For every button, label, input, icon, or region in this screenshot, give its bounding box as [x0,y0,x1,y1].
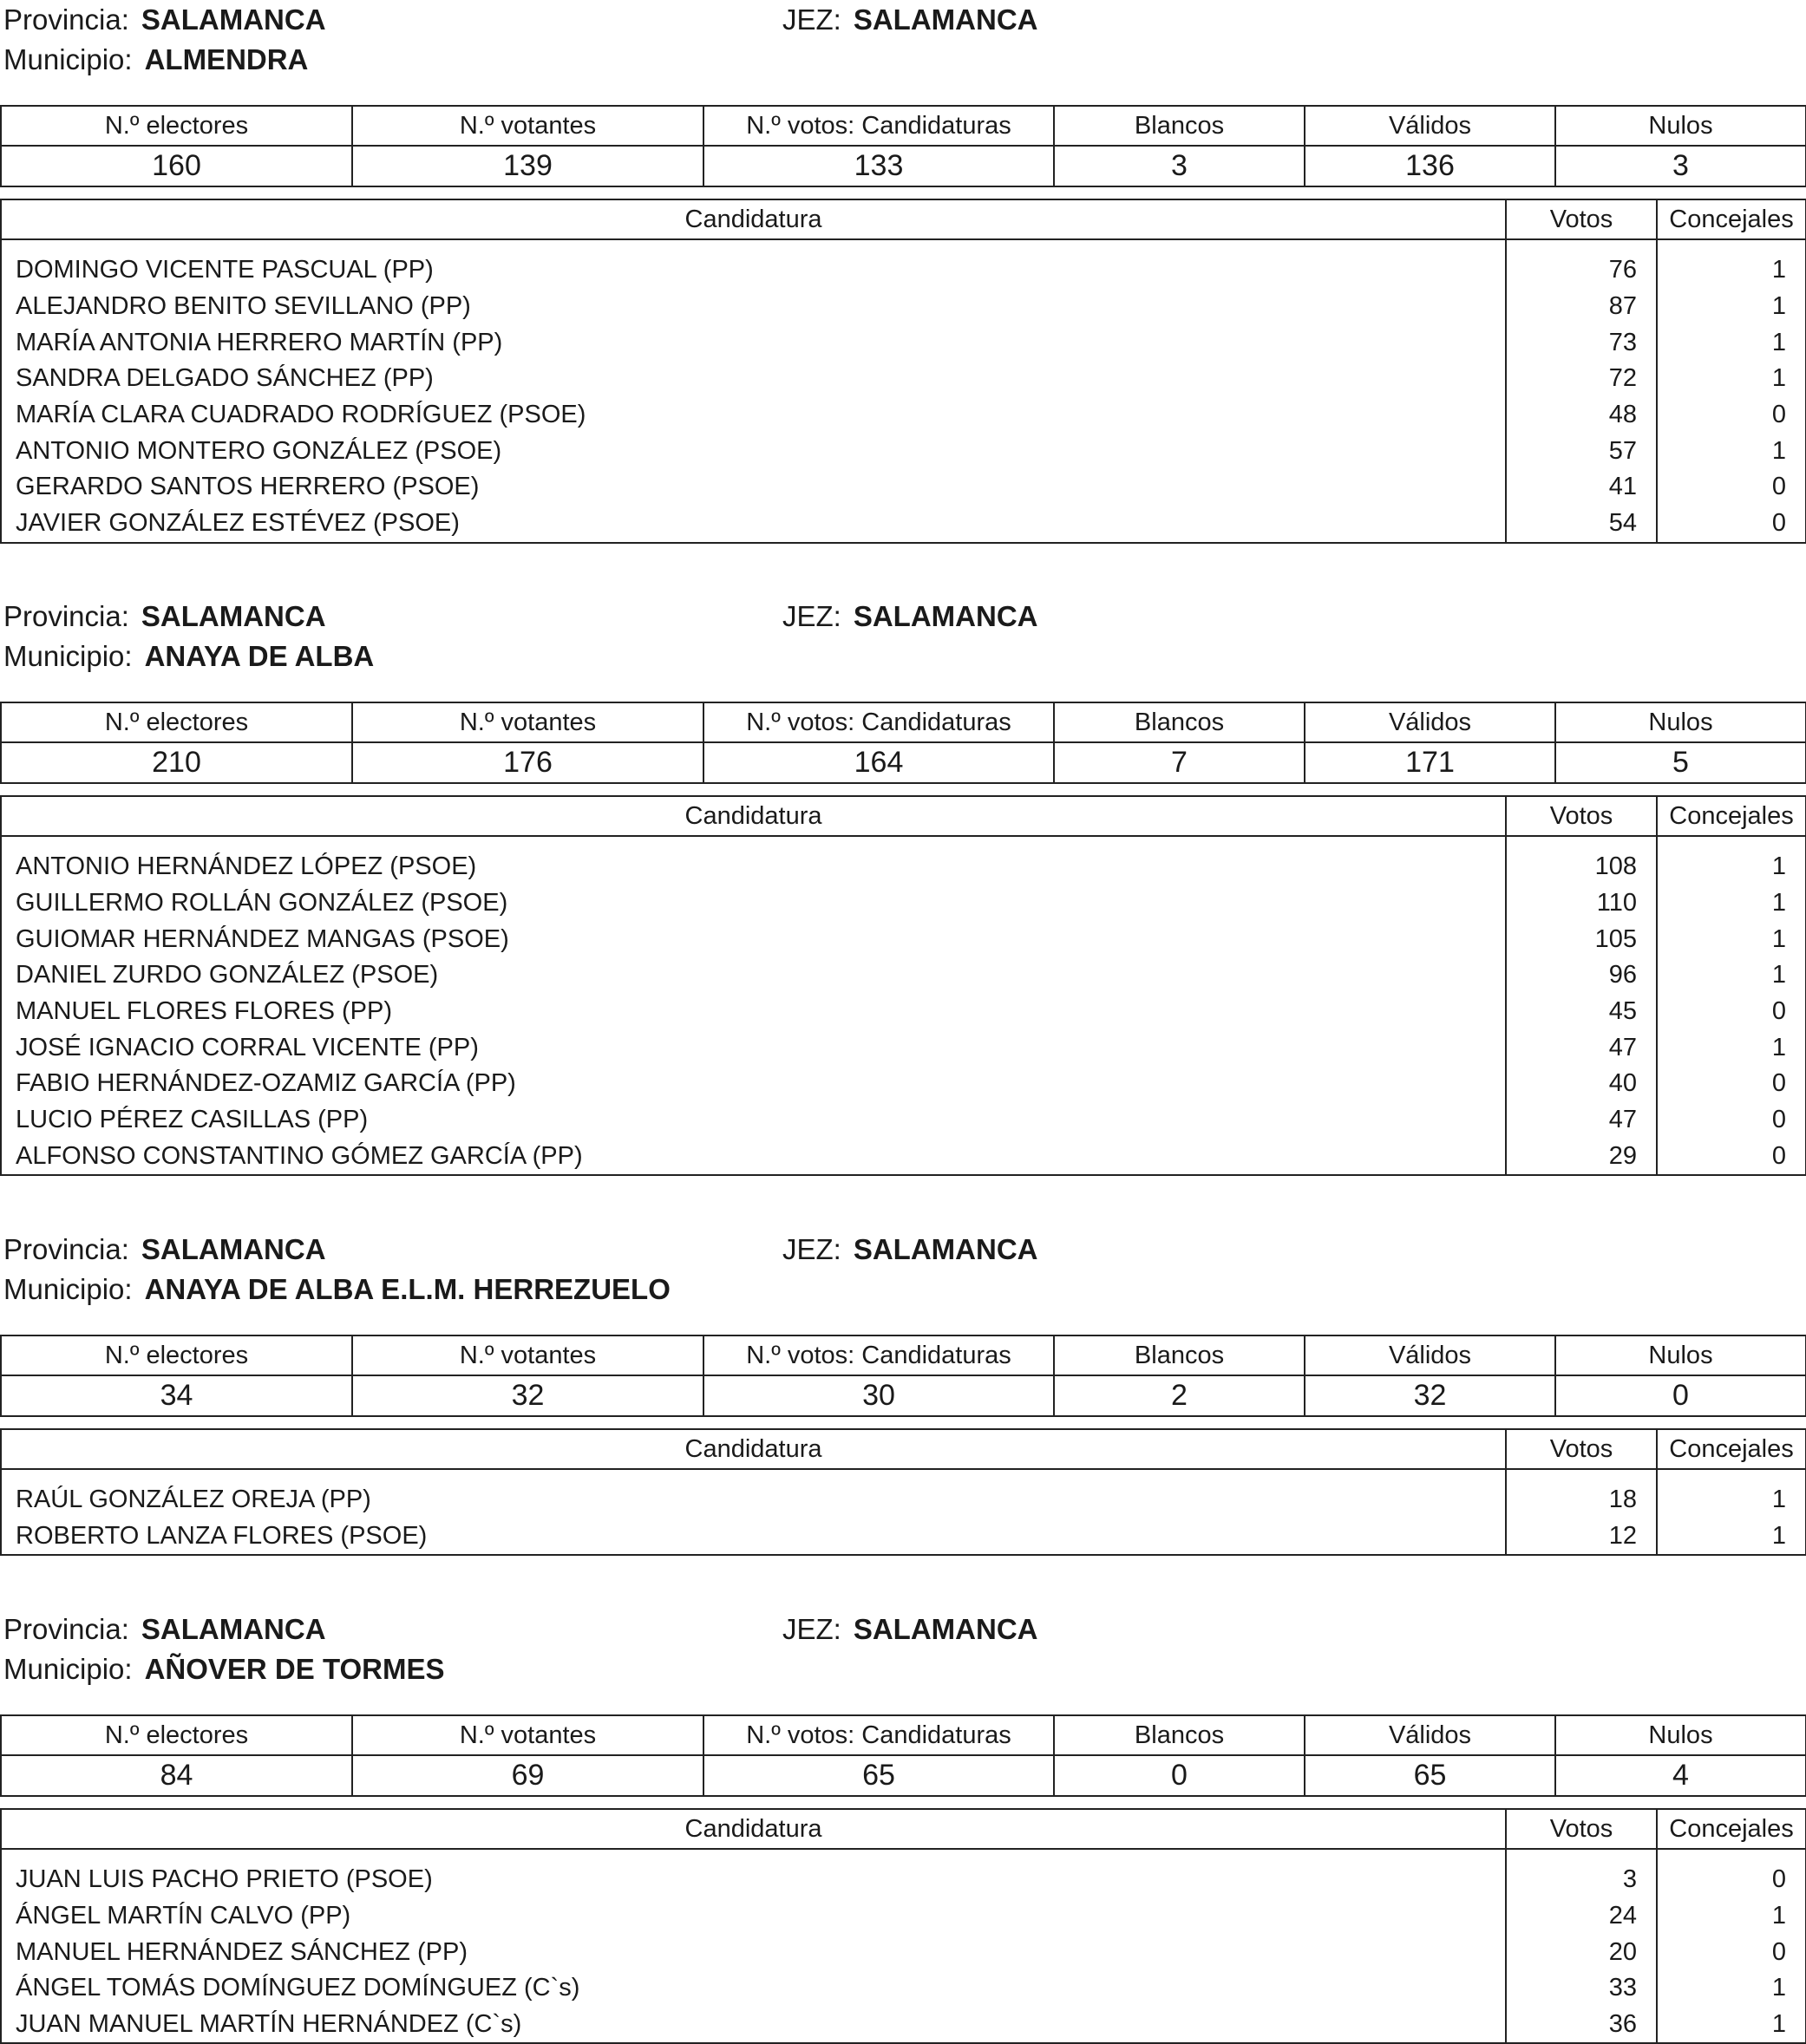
candidate-votos: 72 [1506,361,1657,397]
votos-header: Votos [1506,199,1657,239]
candidates-table [0,1808,1806,2044]
candidate-row [1,1102,1806,1139]
candidate-name: JUAN LUIS PACHO PRIETO (PSOE) [1,1862,1506,1898]
candidatura-header: Candidatura [1,1809,1506,1849]
candidates-table [0,199,1806,544]
municipio-value: ANAYA DE ALBA [144,640,375,672]
votos-candidaturas-header: N.º votos: Candidaturas [703,1335,1054,1375]
candidate-name: ALEJANDRO BENITO SEVILLANO (PP) [1,289,1506,325]
candidate-concejales: 0 [1657,1862,1806,1898]
candidate-concejales: 0 [1657,1934,1806,1970]
candidate-votos: 36 [1506,2007,1657,2044]
concejales-header: Concejales [1657,1429,1806,1469]
candidate-name: MARÍA ANTONIA HERRERO MARTÍN (PP) [1,324,1506,361]
blancos-header: Blancos [1054,702,1305,742]
municipio-value: ANAYA DE ALBA E.L.M. HERREZUELO [144,1273,671,1305]
validos-header: Válidos [1305,106,1555,146]
votantes-value: 176 [352,742,703,783]
candidate-concejales: 0 [1657,994,1806,1030]
municipio-line [3,637,374,676]
candidate-row [1,2007,1806,2044]
candidate-name: GUIOMAR HERNÁNDEZ MANGAS (PSOE) [1,921,1506,957]
candidates-header-row [1,1429,1806,1469]
candidate-row [1,1970,1806,2007]
candidate-name: DANIEL ZURDO GONZÁLEZ (PSOE) [1,957,1506,994]
candidates-table [0,1428,1806,1556]
candidate-row [1,1066,1806,1102]
candidate-concejales: 1 [1657,1029,1806,1066]
candidatura-header: Candidatura [1,199,1506,239]
candidate-votos: 57 [1506,433,1657,469]
candidate-row [1,1482,1806,1518]
votos-candidaturas-value: 164 [703,742,1054,783]
candidatura-header: Candidatura [1,796,1506,836]
candidate-row [1,469,1806,506]
electores-value: 160 [1,146,352,186]
electores-value: 210 [1,742,352,783]
jez-value: SALAMANCA [853,3,1038,36]
votos-header: Votos [1506,796,1657,836]
candidate-concejales: 1 [1657,1482,1806,1518]
municipio-label: Municipio: [3,1653,133,1685]
jez-label: JEZ: [782,3,841,36]
electores-header: N.º electores [1,1335,352,1375]
jez-label: JEZ: [782,1233,841,1265]
candidate-votos: 54 [1506,506,1657,543]
votantes-header: N.º votantes [352,1335,703,1375]
provincia-label: Provincia: [3,1233,129,1265]
votantes-value: 32 [352,1375,703,1416]
candidates-header-row [1,1809,1806,1849]
stats-header-row [1,702,1806,742]
spacer-row [1,836,1806,849]
candidate-name: JAVIER GONZÁLEZ ESTÉVEZ (PSOE) [1,506,1506,543]
candidate-concejales: 1 [1657,252,1806,289]
candidate-votos: 96 [1506,957,1657,994]
candidate-row [1,1862,1806,1898]
votantes-value: 69 [352,1755,703,1796]
votantes-value: 139 [352,146,703,186]
candidate-row [1,506,1806,543]
candidate-votos: 76 [1506,252,1657,289]
blancos-value: 2 [1054,1375,1305,1416]
concejales-header: Concejales [1657,1809,1806,1849]
candidate-votos: 33 [1506,1970,1657,2007]
stats-header-row [1,1715,1806,1755]
candidate-concejales: 1 [1657,1518,1806,1556]
candidate-row [1,289,1806,325]
jez-value: SALAMANCA [853,600,1038,632]
candidate-votos: 3 [1506,1862,1657,1898]
stats-header-row [1,1335,1806,1375]
candidate-concejales: 0 [1657,1102,1806,1139]
candidate-votos: 110 [1506,885,1657,922]
candidate-concejales: 0 [1657,397,1806,434]
candidate-concejales: 0 [1657,506,1806,543]
candidate-concejales: 0 [1657,1066,1806,1102]
candidate-concejales: 1 [1657,1970,1806,2007]
candidate-concejales: 1 [1657,885,1806,922]
candidate-votos: 45 [1506,994,1657,1030]
candidate-row [1,433,1806,469]
stats-header-row [1,106,1806,146]
candidate-concejales: 1 [1657,921,1806,957]
votos-candidaturas-value: 65 [703,1755,1054,1796]
candidate-row [1,1139,1806,1176]
votantes-header: N.º votantes [352,1715,703,1755]
candidate-name: ANTONIO MONTERO GONZÁLEZ (PSOE) [1,433,1506,469]
candidate-concejales: 1 [1657,1898,1806,1935]
jez-line [782,1230,1038,1270]
municipio-label: Municipio: [3,640,133,672]
candidate-votos: 12 [1506,1518,1657,1556]
candidate-name: ALFONSO CONSTANTINO GÓMEZ GARCÍA (PP) [1,1139,1506,1176]
candidate-concejales: 1 [1657,849,1806,885]
candidate-name: LUCIO PÉREZ CASILLAS (PP) [1,1102,1506,1139]
votos-candidaturas-header: N.º votos: Candidaturas [703,106,1054,146]
provincia-line [3,1610,326,1649]
candidates-table [0,795,1806,1176]
candidate-votos: 48 [1506,397,1657,434]
candidate-row [1,994,1806,1030]
nulos-value: 5 [1555,742,1806,783]
electores-value: 84 [1,1755,352,1796]
candidate-concejales: 1 [1657,957,1806,994]
jez-value: SALAMANCA [853,1613,1038,1645]
candidate-row [1,1029,1806,1066]
votos-candidaturas-value: 30 [703,1375,1054,1416]
nulos-header: Nulos [1555,1335,1806,1375]
candidate-name: JUAN MANUEL MARTÍN HERNÁNDEZ (C`s) [1,2007,1506,2044]
candidate-votos: 41 [1506,469,1657,506]
candidate-concejales: 1 [1657,361,1806,397]
stats-value-row [1,742,1806,783]
candidate-concejales: 1 [1657,289,1806,325]
stats-value-row [1,146,1806,186]
jez-label: JEZ: [782,600,841,632]
nulos-value: 4 [1555,1755,1806,1796]
concejales-header: Concejales [1657,199,1806,239]
candidate-name: MANUEL FLORES FLORES (PP) [1,994,1506,1030]
provincia-value: SALAMANCA [141,3,326,36]
nulos-value: 3 [1555,146,1806,186]
stats-table [0,105,1806,187]
jez-line [782,0,1038,40]
candidate-votos: 24 [1506,1898,1657,1935]
provincia-line [3,1230,326,1270]
blancos-header: Blancos [1054,106,1305,146]
candidate-name: GERARDO SANTOS HERRERO (PSOE) [1,469,1506,506]
validos-value: 65 [1305,1755,1555,1796]
provincia-line [3,0,326,40]
candidate-name: ANTONIO HERNÁNDEZ LÓPEZ (PSOE) [1,849,1506,885]
candidate-votos: 47 [1506,1102,1657,1139]
candidates-header-row [1,796,1806,836]
candidate-name: ROBERTO LANZA FLORES (PSOE) [1,1518,1506,1556]
municipio-label: Municipio: [3,1273,133,1305]
candidate-row [1,1934,1806,1970]
candidate-votos: 40 [1506,1066,1657,1102]
candidate-name: ÁNGEL MARTÍN CALVO (PP) [1,1898,1506,1935]
stats-value-row [1,1375,1806,1416]
votos-header: Votos [1506,1429,1657,1469]
blancos-header: Blancos [1054,1335,1305,1375]
electores-value: 34 [1,1375,352,1416]
nulos-header: Nulos [1555,106,1806,146]
candidate-name: MARÍA CLARA CUADRADO RODRÍGUEZ (PSOE) [1,397,1506,434]
candidate-concejales: 1 [1657,2007,1806,2044]
votantes-header: N.º votantes [352,106,703,146]
stats-table [0,1714,1806,1797]
provincia-line [3,597,326,637]
electores-header: N.º electores [1,1715,352,1755]
municipio-line [3,1649,445,1689]
candidate-row [1,324,1806,361]
candidate-row [1,1898,1806,1935]
candidate-concejales: 0 [1657,1139,1806,1176]
votos-candidaturas-header: N.º votos: Candidaturas [703,702,1054,742]
electores-header: N.º electores [1,106,352,146]
provincia-value: SALAMANCA [141,600,326,632]
candidate-name: DOMINGO VICENTE PASCUAL (PP) [1,252,1506,289]
candidate-concejales: 1 [1657,433,1806,469]
jez-value: SALAMANCA [853,1233,1038,1265]
validos-value: 171 [1305,742,1555,783]
candidate-row [1,361,1806,397]
candidate-name: GUILLERMO ROLLÁN GONZÁLEZ (PSOE) [1,885,1506,922]
municipio-value: AÑOVER DE TORMES [144,1653,445,1685]
blancos-value: 3 [1054,146,1305,186]
validos-header: Válidos [1305,1715,1555,1755]
municipio-label: Municipio: [3,43,133,75]
candidate-row [1,957,1806,994]
candidate-row [1,252,1806,289]
validos-value: 136 [1305,146,1555,186]
candidate-row [1,885,1806,922]
spacer-row [1,239,1806,252]
candidate-row [1,1518,1806,1556]
municipio-line [3,40,308,80]
candidate-votos: 47 [1506,1029,1657,1066]
nulos-header: Nulos [1555,702,1806,742]
validos-header: Válidos [1305,702,1555,742]
jez-label: JEZ: [782,1613,841,1645]
provincia-value: SALAMANCA [141,1613,326,1645]
candidate-name: ÁNGEL TOMÁS DOMÍNGUEZ DOMÍNGUEZ (C`s) [1,1970,1506,2007]
municipio-line [3,1270,671,1309]
candidate-name: MANUEL HERNÁNDEZ SÁNCHEZ (PP) [1,1934,1506,1970]
blancos-header: Blancos [1054,1715,1305,1755]
votos-candidaturas-value: 133 [703,146,1054,186]
blancos-value: 0 [1054,1755,1305,1796]
stats-table [0,702,1806,784]
validos-header: Válidos [1305,1335,1555,1375]
candidate-concejales: 1 [1657,324,1806,361]
candidatura-header: Candidatura [1,1429,1506,1469]
provincia-label: Provincia: [3,1613,129,1645]
candidate-name: SANDRA DELGADO SÁNCHEZ (PP) [1,361,1506,397]
candidate-votos: 108 [1506,849,1657,885]
electores-header: N.º electores [1,702,352,742]
candidate-votos: 87 [1506,289,1657,325]
candidate-row [1,849,1806,885]
provincia-value: SALAMANCA [141,1233,326,1265]
provincia-label: Provincia: [3,600,129,632]
jez-line [782,597,1038,637]
votos-header: Votos [1506,1809,1657,1849]
stats-table [0,1335,1806,1417]
candidate-votos: 29 [1506,1139,1657,1176]
municipio-value: ALMENDRA [144,43,309,75]
candidates-header-row [1,199,1806,239]
jez-line [782,1610,1038,1649]
candidate-row [1,921,1806,957]
candidate-name: JOSÉ IGNACIO CORRAL VICENTE (PP) [1,1029,1506,1066]
candidate-votos: 105 [1506,921,1657,957]
blancos-value: 7 [1054,742,1305,783]
candidate-votos: 20 [1506,1934,1657,1970]
candidate-concejales: 0 [1657,469,1806,506]
spacer-row [1,1469,1806,1482]
spacer-row [1,1849,1806,1862]
candidate-name: FABIO HERNÁNDEZ-OZAMIZ GARCÍA (PP) [1,1066,1506,1102]
concejales-header: Concejales [1657,796,1806,836]
candidate-name: RAÚL GONZÁLEZ OREJA (PP) [1,1482,1506,1518]
votantes-header: N.º votantes [352,702,703,742]
votos-candidaturas-header: N.º votos: Candidaturas [703,1715,1054,1755]
validos-value: 32 [1305,1375,1555,1416]
candidate-votos: 18 [1506,1482,1657,1518]
nulos-value: 0 [1555,1375,1806,1416]
stats-value-row [1,1755,1806,1796]
candidate-votos: 73 [1506,324,1657,361]
nulos-header: Nulos [1555,1715,1806,1755]
provincia-label: Provincia: [3,3,129,36]
candidate-row [1,397,1806,434]
